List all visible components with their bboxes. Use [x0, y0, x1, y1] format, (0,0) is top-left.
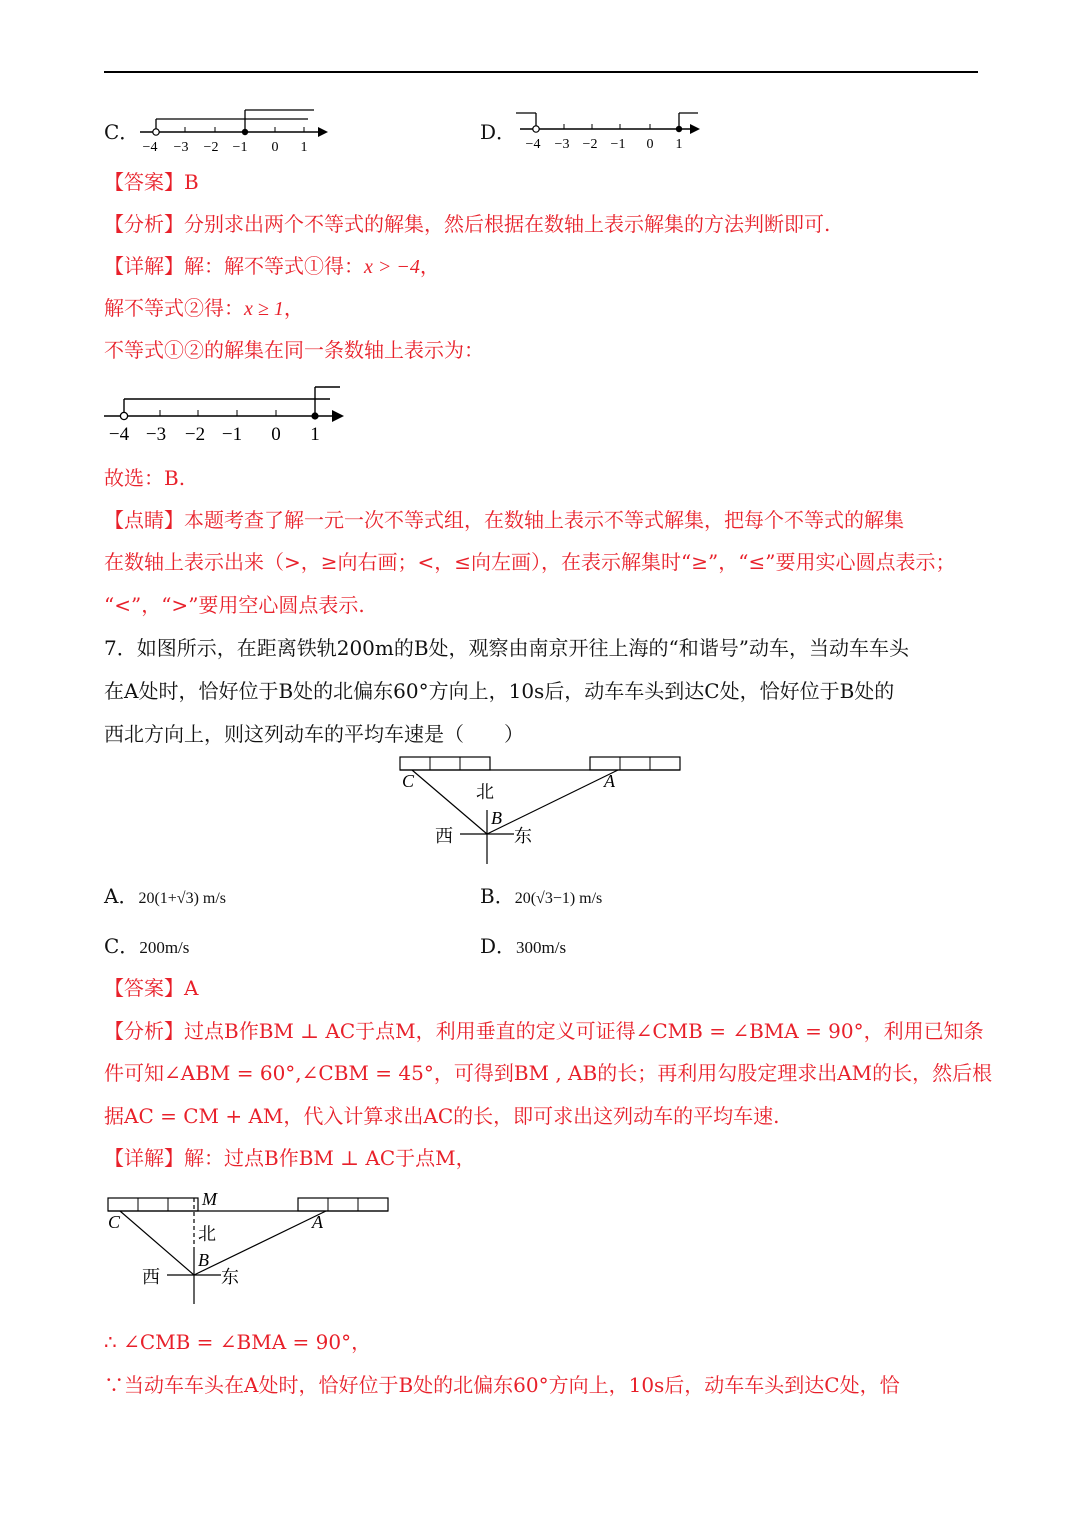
north-label: 北: [476, 782, 494, 803]
tick-label: 0: [646, 137, 654, 152]
tick-label: −3: [554, 137, 570, 152]
q7-stem-line2: 在A处时，恰好位于B处的北偏东60°方向上，10s后，动车车头到达C处，恰好位于B处的: [104, 679, 895, 703]
tick-label: 1: [675, 137, 683, 152]
tick-label: −3: [145, 424, 167, 445]
q7-option-a: A．20(1+√3) m/s: [104, 884, 227, 908]
q6-detail-line2: 解不等式②得：x ≥ 1，: [104, 296, 304, 320]
point-a-label: A: [312, 1212, 323, 1232]
q7-analysis-line3: 据AC = CM + AM，代入计算求出AC的长，即可求出这列动车的平均车速.: [104, 1104, 780, 1128]
point-b-label: B: [198, 1250, 209, 1270]
line2-math: x ≥ 1: [244, 298, 284, 320]
point-a-label: A: [604, 771, 615, 791]
north-label: 北: [198, 1224, 216, 1245]
q7-detail: 【详解】解：过点B作BM ⊥ AC于点M，: [104, 1146, 476, 1170]
option-d-label: D．: [480, 120, 517, 144]
q7-analysis-line1: 【分析】过点B作BM ⊥ AC于点M，利用垂直的定义可证得∠CMB = ∠BMA = 90°，利用已知条: [104, 1019, 984, 1043]
q6-answer: 【答案】B: [104, 170, 199, 194]
tick-label: −2: [582, 137, 598, 152]
tick-label: −4: [525, 137, 541, 152]
solution-number-line: [104, 382, 354, 448]
q7-option-d: D．300m/s: [480, 934, 567, 958]
point-b-label: B: [491, 808, 502, 828]
q6-detail-line3: 不等式①②的解集在同一条数轴上表示为：: [104, 338, 484, 362]
tick-label: 1: [300, 140, 308, 155]
tick-label: −1: [610, 137, 626, 152]
q6-choose: 故选：B.: [104, 466, 186, 490]
q7-stem-line1: 7．如图所示，在距离铁轨200m的B处，观察由南京开往上海的“和谐号”动车，当动车车头: [104, 636, 910, 660]
detail-tag: 【详解】: [104, 254, 184, 278]
tick-label: −1: [221, 424, 243, 445]
tick-label: −3: [173, 140, 189, 155]
west-label: 西: [142, 1267, 160, 1288]
q7-figure: [390, 752, 690, 867]
q6-note-line1: 【点睛】本题考查了解一元一次不等式组，在数轴上表示不等式解集，把每个不等式的解集: [104, 508, 904, 532]
q7-therefore: ∴ ∠CMB = ∠BMA = 90°，: [104, 1330, 372, 1354]
q7-answer: 【答案】A: [104, 976, 199, 1000]
q7-option-b: B．20(√3−1) m/s: [480, 884, 603, 908]
q6-note-line3: “<”，“>”要用空心圆点表示.: [104, 593, 365, 617]
tick-label: 0: [271, 140, 279, 155]
tick-label: −4: [142, 140, 158, 155]
tick-label: 0: [271, 424, 281, 445]
point-m-label: M: [202, 1189, 217, 1209]
point-c-label: C: [402, 771, 415, 791]
west-label: 西: [435, 826, 453, 847]
q6-note-line2: 在数轴上表示出来（>，≥向右画；<，≤向左画），在表示解集时“≥”，“≤”要用实心圆点表示；: [104, 550, 956, 574]
q7-option-c: C．200m/s: [104, 934, 190, 958]
tick-label: −1: [232, 140, 248, 155]
tick-label: −2: [203, 140, 219, 155]
tick-label: −2: [184, 424, 206, 445]
east-label: 东: [514, 826, 532, 847]
q7-detail-figure: [104, 1188, 404, 1308]
q7-because: ∵当动车车头在A处时，恰好位于B处的北偏东60°方向上，10s后，动车车头到达C处，恰: [104, 1373, 900, 1397]
detail-math: x > −4: [364, 256, 420, 278]
option-d-number-line: [514, 104, 714, 156]
option-c-number-line: [140, 104, 340, 156]
point-c-label: C: [108, 1212, 121, 1232]
header-rule: [104, 71, 978, 73]
tick-label: −4: [108, 424, 130, 445]
q6-detail: 【详解】解：解不等式①得：x > −4，: [104, 254, 440, 278]
east-label: 东: [221, 1267, 239, 1288]
q7-stem-line3: 西北方向上，则这列动车的平均车速是（ ）: [104, 722, 524, 746]
q6-analysis: 【分析】分别求出两个不等式的解集，然后根据在数轴上表示解集的方法判断即可.: [104, 212, 831, 236]
tick-label: 1: [310, 424, 320, 445]
option-c-label: C．: [104, 120, 140, 144]
detail-text: 解：解不等式①得：: [184, 254, 364, 278]
q7-analysis-line2: 件可知∠ABM = 60°,∠CBM = 45°，可得到BM , AB的长；再利用勾股定理求出AM的长，然后根: [104, 1061, 993, 1085]
